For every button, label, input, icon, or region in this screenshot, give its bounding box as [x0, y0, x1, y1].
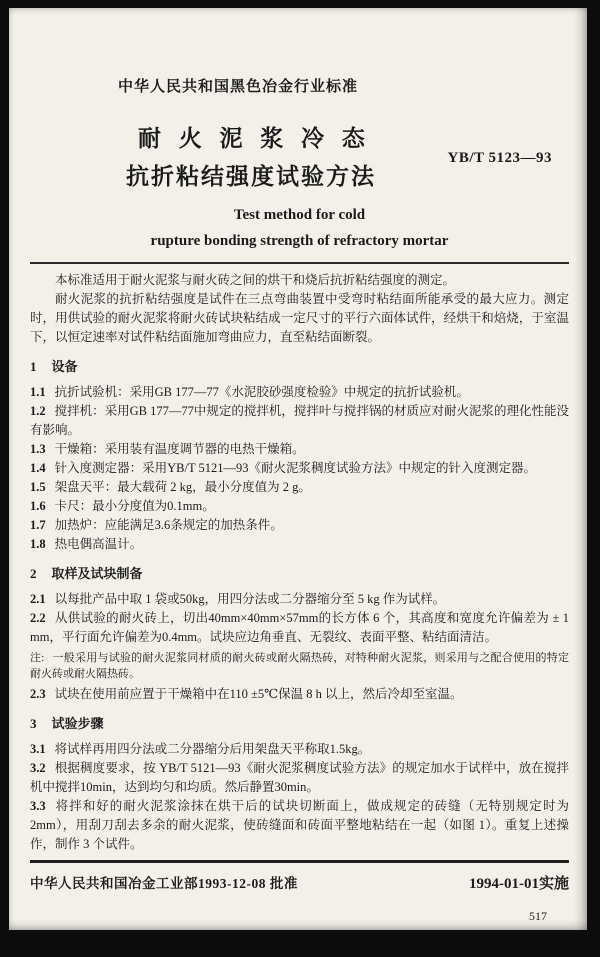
section-number: 3 — [30, 716, 37, 731]
clause-number: 1.8 — [30, 537, 46, 551]
clause-text: 热电偶高温计。 — [54, 537, 143, 551]
clause-number: 3.1 — [30, 742, 46, 756]
clause-text: 根据稠度要求，按 YB/T 5121—93《耐火泥浆稠度试验方法》的规定加水于试样中，放在搅拌机中搅拌10min，达到均匀和均质。然后静置30min。 — [30, 761, 569, 794]
intro-paragraph-2: 耐火泥浆的抗折粘结强度是试件在三点弯曲装置中受弯时粘结面所能承受的最大应力。测定时，用供试验的耐火泥浆将耐火砖试块粘结成一定尺寸的平行六面体试件，经烘干和焙烧，于室温下，以恒定速率对试件粘结面施加弯曲应力，直至粘结面断裂。 — [30, 292, 569, 344]
section-heading-procedure — [30, 714, 569, 733]
clause-3-2 — [30, 759, 569, 797]
clause-text: 针入度测定器：采用YB/T 5121—93《耐火泥浆稠度试验方法》中规定的针入度测定器。 — [54, 461, 536, 475]
clause-number: 1.5 — [30, 480, 46, 494]
note-label: 注: — [30, 652, 45, 664]
clause-number: 1.4 — [30, 461, 46, 475]
section-number: 2 — [30, 566, 37, 581]
clause-number: 1.6 — [30, 499, 46, 513]
clause-number: 2.2 — [30, 611, 46, 625]
clause-number: 1.2 — [30, 404, 46, 418]
clause-2-1 — [30, 590, 569, 609]
clause-number: 2.1 — [30, 592, 46, 606]
clause-1-8 — [30, 535, 569, 554]
approval-text: 中华人民共和国冶金工业部1993-12-08 批准 — [30, 876, 298, 891]
page-footer — [30, 860, 569, 924]
clause-text: 架盘天平：最大载荷 2 kg，最小分度值为 2 g。 — [54, 480, 311, 494]
title-en-line1: Test method for cold — [233, 207, 366, 223]
clause-1-6 — [30, 497, 569, 516]
title-block — [30, 124, 569, 192]
clause-3-1 — [30, 740, 569, 759]
title-cn-line2: 抗折粘结强度试验方法 — [126, 164, 376, 189]
page-number: 517 — [529, 909, 547, 923]
clause-1-3 — [30, 440, 569, 459]
document-paper — [9, 8, 587, 930]
clause-text: 干燥箱：采用装有温度调节器的电热干燥箱。 — [54, 442, 305, 456]
clause-number: 3.2 — [30, 761, 46, 775]
clause-text: 卡尺：最小分度值为0.1mm。 — [54, 499, 215, 513]
clause-text: 搅拌机：采用GB 177—77中规定的搅拌机，搅拌叶与搅拌锅的材质应对耐火泥浆的理化性能没有影响。 — [30, 404, 569, 437]
title-en-line2: rupture bonding strength of refractory mortar — [150, 233, 449, 249]
clause-text: 以每批产品中取 1 袋或50kg，用四分法或二分器缩分至 5 kg 作为试样。 — [54, 592, 446, 606]
clause-text: 从供试验的耐火砖上，切出40mm×40mm×57mm的长方体 6 个，其高度和宽度允许偏差为 ± 1 mm，平行面允许偏差为0.4mm。试块应边角垂直、无裂纹、表面平整、粘结面清洁。 — [30, 611, 569, 644]
header-divider — [30, 262, 569, 264]
section-title: 取样及试块制备 — [51, 566, 143, 581]
effective-date: 1994-01-01实施 — [469, 876, 569, 892]
clause-note — [30, 650, 569, 682]
clause-number: 1.1 — [30, 385, 46, 399]
clause-text: 抗折试验机：采用GB 177—77《水泥胶砂强度检验》中规定的抗折试验机。 — [54, 385, 469, 399]
standard-org-header: 中华人民共和国黑色冶金行业标准 — [118, 79, 359, 95]
intro-paragraph-1: 本标准适用于耐火泥浆与耐火砖之间的烘干和烧后抗折粘结强度的测定。 — [55, 273, 456, 287]
clause-1-2 — [30, 402, 569, 440]
clause-2-3 — [30, 685, 569, 704]
section-number: 1 — [30, 359, 37, 374]
clause-number: 1.7 — [30, 518, 46, 532]
title-cn-line1: 耐 火 泥 浆 冷 态 — [138, 126, 371, 151]
clause-3-3 — [30, 797, 569, 854]
clause-1-5 — [30, 478, 569, 497]
clause-number: 2.3 — [30, 687, 46, 701]
clause-text: 试块在使用前应置于干燥箱中在110 ±5℃保温 8 h 以上，然后冷却至室温。 — [54, 687, 463, 701]
standard-number: YB/T 5123—93 — [447, 150, 552, 166]
clause-text: 将拌和好的耐火泥浆涂抹在烘干后的试块切断面上，做成规定的砖缝（无特别规定时为2mm），用刮刀刮去多余的耐火泥浆，使砖缝面和砖面平整地粘结在一起（如图 1）。重复上述操作，制作 3 个试件。 — [30, 799, 569, 851]
section-heading-equipment — [30, 357, 569, 376]
clause-1-7 — [30, 516, 569, 535]
clause-1-1 — [30, 383, 569, 402]
section-title: 设备 — [51, 359, 78, 374]
clause-2-2 — [30, 609, 569, 647]
clause-number: 1.3 — [30, 442, 46, 456]
note-text: 一般采用与试验的耐火泥浆同材质的耐火砖或耐火隔热砖，对特种耐火泥浆，则采用与之配合使用的特定耐火砖或耐火隔热砖。 — [30, 652, 569, 680]
clause-text: 加热炉：应能满足3.6条规定的加热条件。 — [54, 518, 283, 532]
section-heading-sampling — [30, 564, 569, 583]
clause-number: 3.3 — [30, 799, 46, 813]
clause-text: 将试样再用四分法或二分器缩分后用架盘天平称取1.5kg。 — [54, 742, 371, 756]
section-title: 试验步骤 — [51, 716, 104, 731]
footer-row — [30, 863, 569, 893]
document-title-en — [30, 202, 569, 254]
clause-1-4 — [30, 459, 569, 478]
